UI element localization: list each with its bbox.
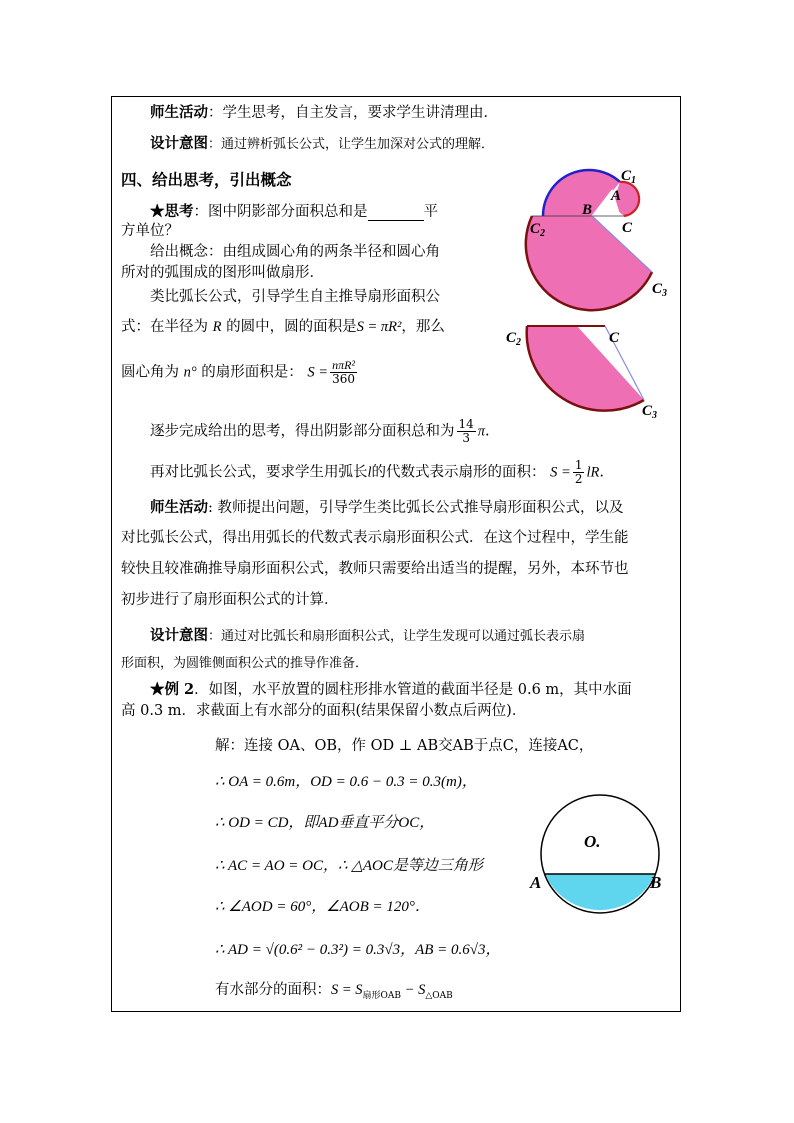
analogy-line-3 (121, 359, 359, 386)
letter: C (530, 221, 541, 237)
text: : 教师提出问题，引导学生类比弧长公式推导扇形面积公式，以及 (208, 500, 624, 516)
example-line-1 (150, 681, 632, 699)
formula: − S (401, 982, 426, 998)
formula: S = S (331, 982, 363, 998)
denominator: 2 (574, 472, 583, 486)
numerator: 14 (458, 417, 474, 431)
text: 再对比弧长公式，要求学生用弧长 (150, 464, 368, 481)
label-C: C (622, 220, 633, 236)
subscript: 3 (662, 288, 668, 299)
solution-step-2: ∴ OA = 0.6m，OD = 0.6 − 0.3 = 0.3(m)， (215, 774, 477, 790)
para-design-intent-2-line1 (150, 627, 585, 646)
solution-step-7 (215, 981, 453, 1005)
solution-step-5: ∴ ∠AOD = 60°，∠AOB = 120°． (215, 899, 430, 915)
label: 师生活动 (150, 499, 208, 516)
numerator: nπR² (332, 358, 356, 372)
para-teacher-student-2-line1 (150, 499, 624, 517)
solution-step-3: ∴ OD = CD，即AD垂直平分OC， (215, 815, 435, 831)
letter: C (642, 403, 653, 419)
var-l: l (367, 464, 372, 481)
arc-area-line (150, 459, 604, 486)
result-fraction (457, 418, 476, 445)
formula-lhs: S = (307, 364, 329, 381)
text: ，那么 (401, 319, 445, 335)
label: 设计意图 (150, 135, 208, 152)
para-design-intent-1 (150, 135, 494, 154)
label-B: B (582, 202, 593, 218)
text: ：通过辨析弧长公式，让学生加深对公式的理解． (208, 137, 495, 152)
figure-sectors-composite (520, 160, 680, 305)
pi: π (477, 423, 486, 440)
subscript-triangle: △OAB (425, 990, 453, 1001)
concept-line-1: 给出概念：由组成圆心角的两条半径和圆心角 (150, 244, 440, 260)
answer-blank (368, 206, 424, 221)
section-title: 四、给出思考，引出概念 (121, 170, 292, 189)
text: . (485, 423, 490, 440)
text: 有水部分的面积： (215, 982, 331, 998)
half-fraction (573, 459, 585, 486)
result-line (150, 418, 490, 445)
label-C: C (609, 330, 620, 346)
formula-rhs: lR (586, 464, 600, 481)
para-design-intent-2-line2: 形面积，为圆锥侧面积公式的推导作准备． (121, 656, 369, 671)
letter: C (621, 168, 632, 184)
label: ★例 2 (150, 681, 195, 698)
text: . (599, 464, 604, 481)
text: ：通过对比弧长和扇形面积公式，让学生发现可以通过弧长表示扇 (208, 629, 586, 644)
label-A: A (611, 188, 622, 204)
combined-sector (527, 326, 644, 411)
numerator: 1 (574, 458, 583, 472)
subscript: 3 (652, 410, 658, 421)
figure-combined-sector (502, 318, 672, 421)
analogy-line-2 (121, 318, 445, 336)
solution-step-6: ∴ AD = √(0.6² − 0.3²) = 0.3√3，AB = 0.6√3， (215, 942, 501, 958)
var-n: n° (183, 364, 197, 381)
label-C2 (506, 330, 521, 348)
label: ★思考 (150, 203, 194, 220)
text: 平 (423, 204, 438, 220)
subscript: 2 (540, 228, 546, 239)
letter: C (652, 281, 663, 297)
text: ：图中阴影部分面积总和是 (193, 204, 368, 220)
subscript: 2 (516, 337, 522, 348)
water-segment (545, 874, 655, 910)
text: 的圆中，圆的面积是 (226, 319, 357, 335)
figure-pipe-section (528, 796, 673, 926)
analogy-line-1: 类比弧长公式，引导学生自主推导扇形面积公 (150, 289, 440, 305)
think-line (150, 203, 438, 221)
formula-lhs: S = (550, 464, 571, 481)
var-R: R (212, 319, 222, 335)
label-A: A (530, 873, 542, 892)
para-teacher-student-2-line3: 较快且较准确推导扇形面积公式，教师只需要给出适当的提醒，另外，本环节也 (121, 561, 629, 577)
concept-line-2: 所对的弧围成的图形叫做扇形． (121, 265, 324, 281)
text: ．如图，水平放置的圆柱形排水管道的截面半径是 0.6 m，其中水面 (194, 682, 632, 698)
label-O: O. (584, 832, 601, 851)
denominator: 3 (462, 431, 470, 445)
text: 圆心角为 (121, 364, 179, 381)
text: 逐步完成给出的思考，得出阴影部分面积总和为 (150, 423, 455, 440)
subscript-sector: 扇形OAB (362, 990, 402, 1001)
label-C1 (621, 168, 636, 186)
para-teacher-student-1 (150, 104, 498, 122)
sector-area-fraction (330, 359, 357, 386)
solution-step-4: ∴ AC = AO = OC，∴ △AOC是等边三角形 (215, 858, 483, 874)
text: 的扇形面积是： (201, 364, 303, 381)
think-line-2: 方单位？ (121, 223, 179, 239)
label: 设计意图 (150, 627, 208, 644)
letter: C (506, 330, 517, 346)
example-line-2: 高 0.3 m．求截面上有水部分的面积(结果保留小数点后两位)． (121, 703, 527, 719)
para-teacher-student-2-line2: 对比弧长公式，得出用弧长的代数式表示扇形面积公式．在这个过程中，学生能 (121, 530, 629, 546)
subscript: 1 (631, 175, 637, 186)
label-C3 (642, 403, 657, 421)
circle-area-formula: S = πR² (356, 319, 402, 335)
text: ：学生思考，自主发言，要求学生讲清理由． (208, 105, 498, 121)
label-B: B (650, 873, 662, 892)
para-teacher-student-2-line4: 初步进行了扇形面积公式的计算． (121, 592, 339, 608)
text: 的代数式表示扇形的面积： (371, 464, 546, 481)
denominator: 360 (332, 372, 355, 386)
text: 式：在半径为 (121, 319, 208, 335)
label: 师生活动 (150, 104, 208, 121)
solution-step-1: 解：连接 OA、OB，作 OD ⊥ AB交AB于点C，连接AC， (215, 738, 594, 754)
label-C3 (652, 281, 667, 299)
